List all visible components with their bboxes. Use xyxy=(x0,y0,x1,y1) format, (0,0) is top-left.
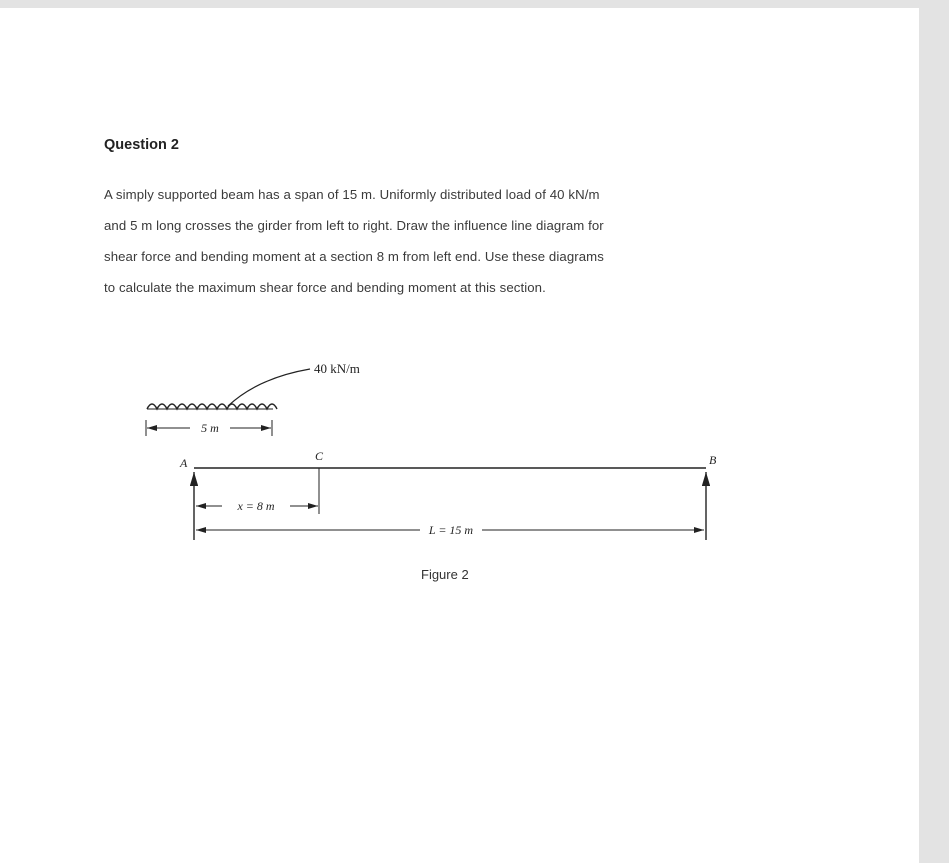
span-label: L = 15 m xyxy=(428,523,474,537)
load-leader xyxy=(228,369,310,406)
question-title: Question 2 xyxy=(104,137,179,153)
section-distance-label: x = 8 m xyxy=(237,499,275,513)
question-line-4: to calculate the maximum shear force and bending moment at this section. xyxy=(104,280,546,295)
support-b-label: B xyxy=(709,453,717,467)
load-label: 40 kN/m xyxy=(314,361,360,376)
load-length-label: 5 m xyxy=(201,421,219,435)
figure-caption: Figure 2 xyxy=(421,567,469,582)
question-line-2: and 5 m long crosses the girder from left to right. Draw the influence line diagram for xyxy=(104,218,604,233)
udl-load xyxy=(147,404,277,409)
question-line-1: A simply supported beam has a span of 15 m. Uniformly distributed load of 40 kN/m xyxy=(104,187,600,202)
section-c-label: C xyxy=(315,449,324,463)
question-line-3: shear force and bending moment at a section 8 m from left end. Use these diagrams xyxy=(104,249,604,264)
support-a-label: A xyxy=(180,456,188,470)
